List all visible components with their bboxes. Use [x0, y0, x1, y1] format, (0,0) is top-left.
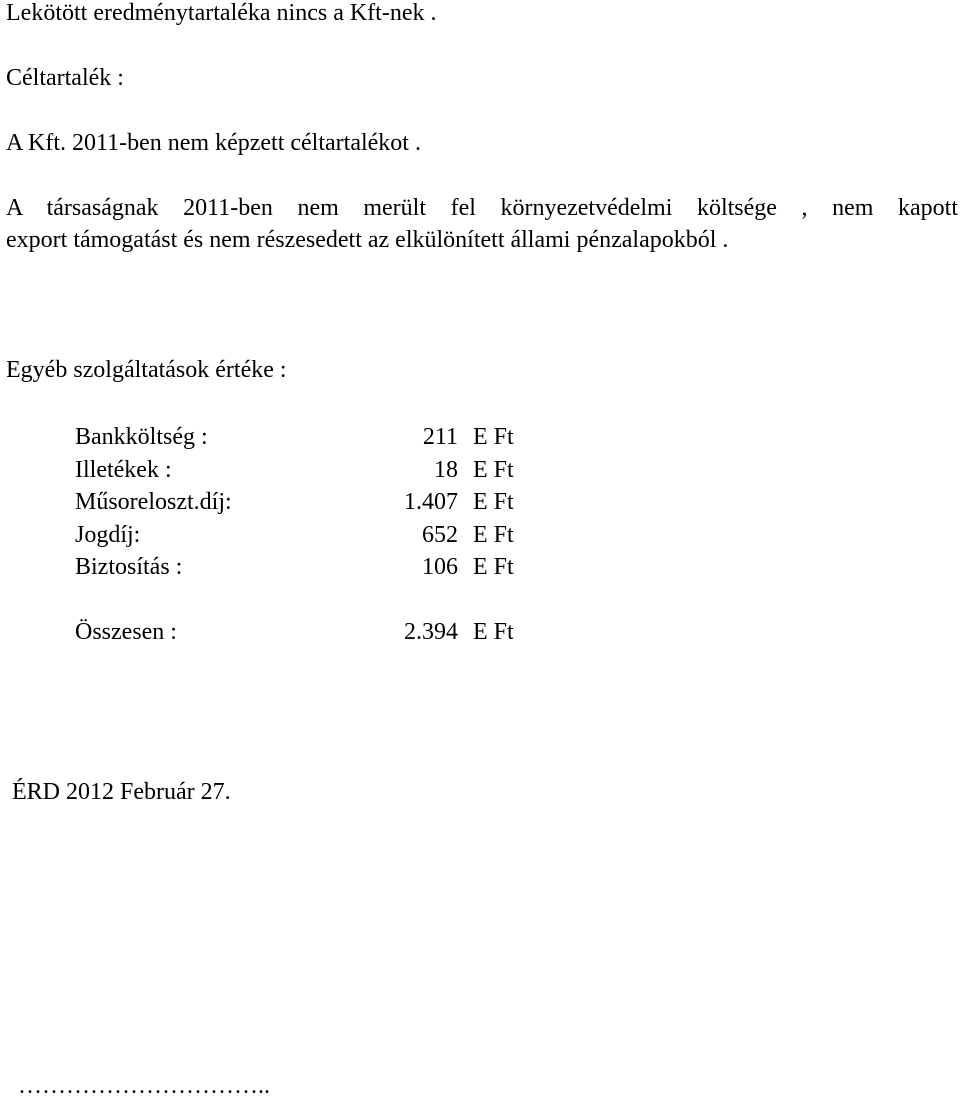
- provision-heading: Céltartalék :: [6, 65, 124, 91]
- service-amount: 652: [422, 521, 458, 548]
- table-row: [75, 486, 533, 519]
- total-label: Összesen :: [75, 618, 177, 645]
- table-row: [75, 421, 533, 454]
- service-label: Illetékek :: [75, 456, 172, 483]
- service-unit: E Ft: [473, 456, 514, 483]
- services-heading: Egyéb szolgáltatások értéke :: [6, 357, 287, 383]
- service-label: Bankköltség :: [75, 424, 208, 450]
- services-table: [75, 421, 533, 648]
- service-label: Biztosítás :: [75, 554, 183, 580]
- service-unit: E Ft: [473, 489, 514, 515]
- total-unit: E Ft: [473, 618, 514, 645]
- service-label: Műsoreloszt.díj:: [75, 489, 232, 515]
- service-unit: E Ft: [473, 424, 514, 450]
- signature-line: …………………………..: [18, 1073, 270, 1099]
- table-row: [75, 519, 533, 552]
- service-amount: 106: [422, 554, 458, 580]
- environment-text-line-2: export támogatást és nem részesedett az elkülönített állami pénzalapokból .: [6, 227, 729, 253]
- retained-earnings-text: Lekötött eredménytartaléka nincs a Kft-nek .: [6, 0, 437, 26]
- total-amount: 2.394: [404, 618, 458, 645]
- environment-text-line-1: A társaságnak 2011-ben nem merült fel környezetvédelmi költsége , nem kapott: [6, 195, 958, 221]
- table-row: [75, 551, 533, 584]
- table-row: [75, 454, 533, 487]
- provision-text: A Kft. 2011-ben nem képzett céltartalékot .: [6, 130, 421, 156]
- service-unit: E Ft: [473, 554, 514, 580]
- service-label: Jogdíj:: [75, 521, 141, 548]
- service-amount: 211: [422, 424, 458, 450]
- document-date: ÉRD 2012 Február 27.: [12, 779, 231, 805]
- service-amount: 1.407: [404, 489, 458, 515]
- service-amount: 18: [434, 456, 458, 483]
- service-unit: E Ft: [473, 521, 514, 548]
- total-row: [75, 616, 533, 649]
